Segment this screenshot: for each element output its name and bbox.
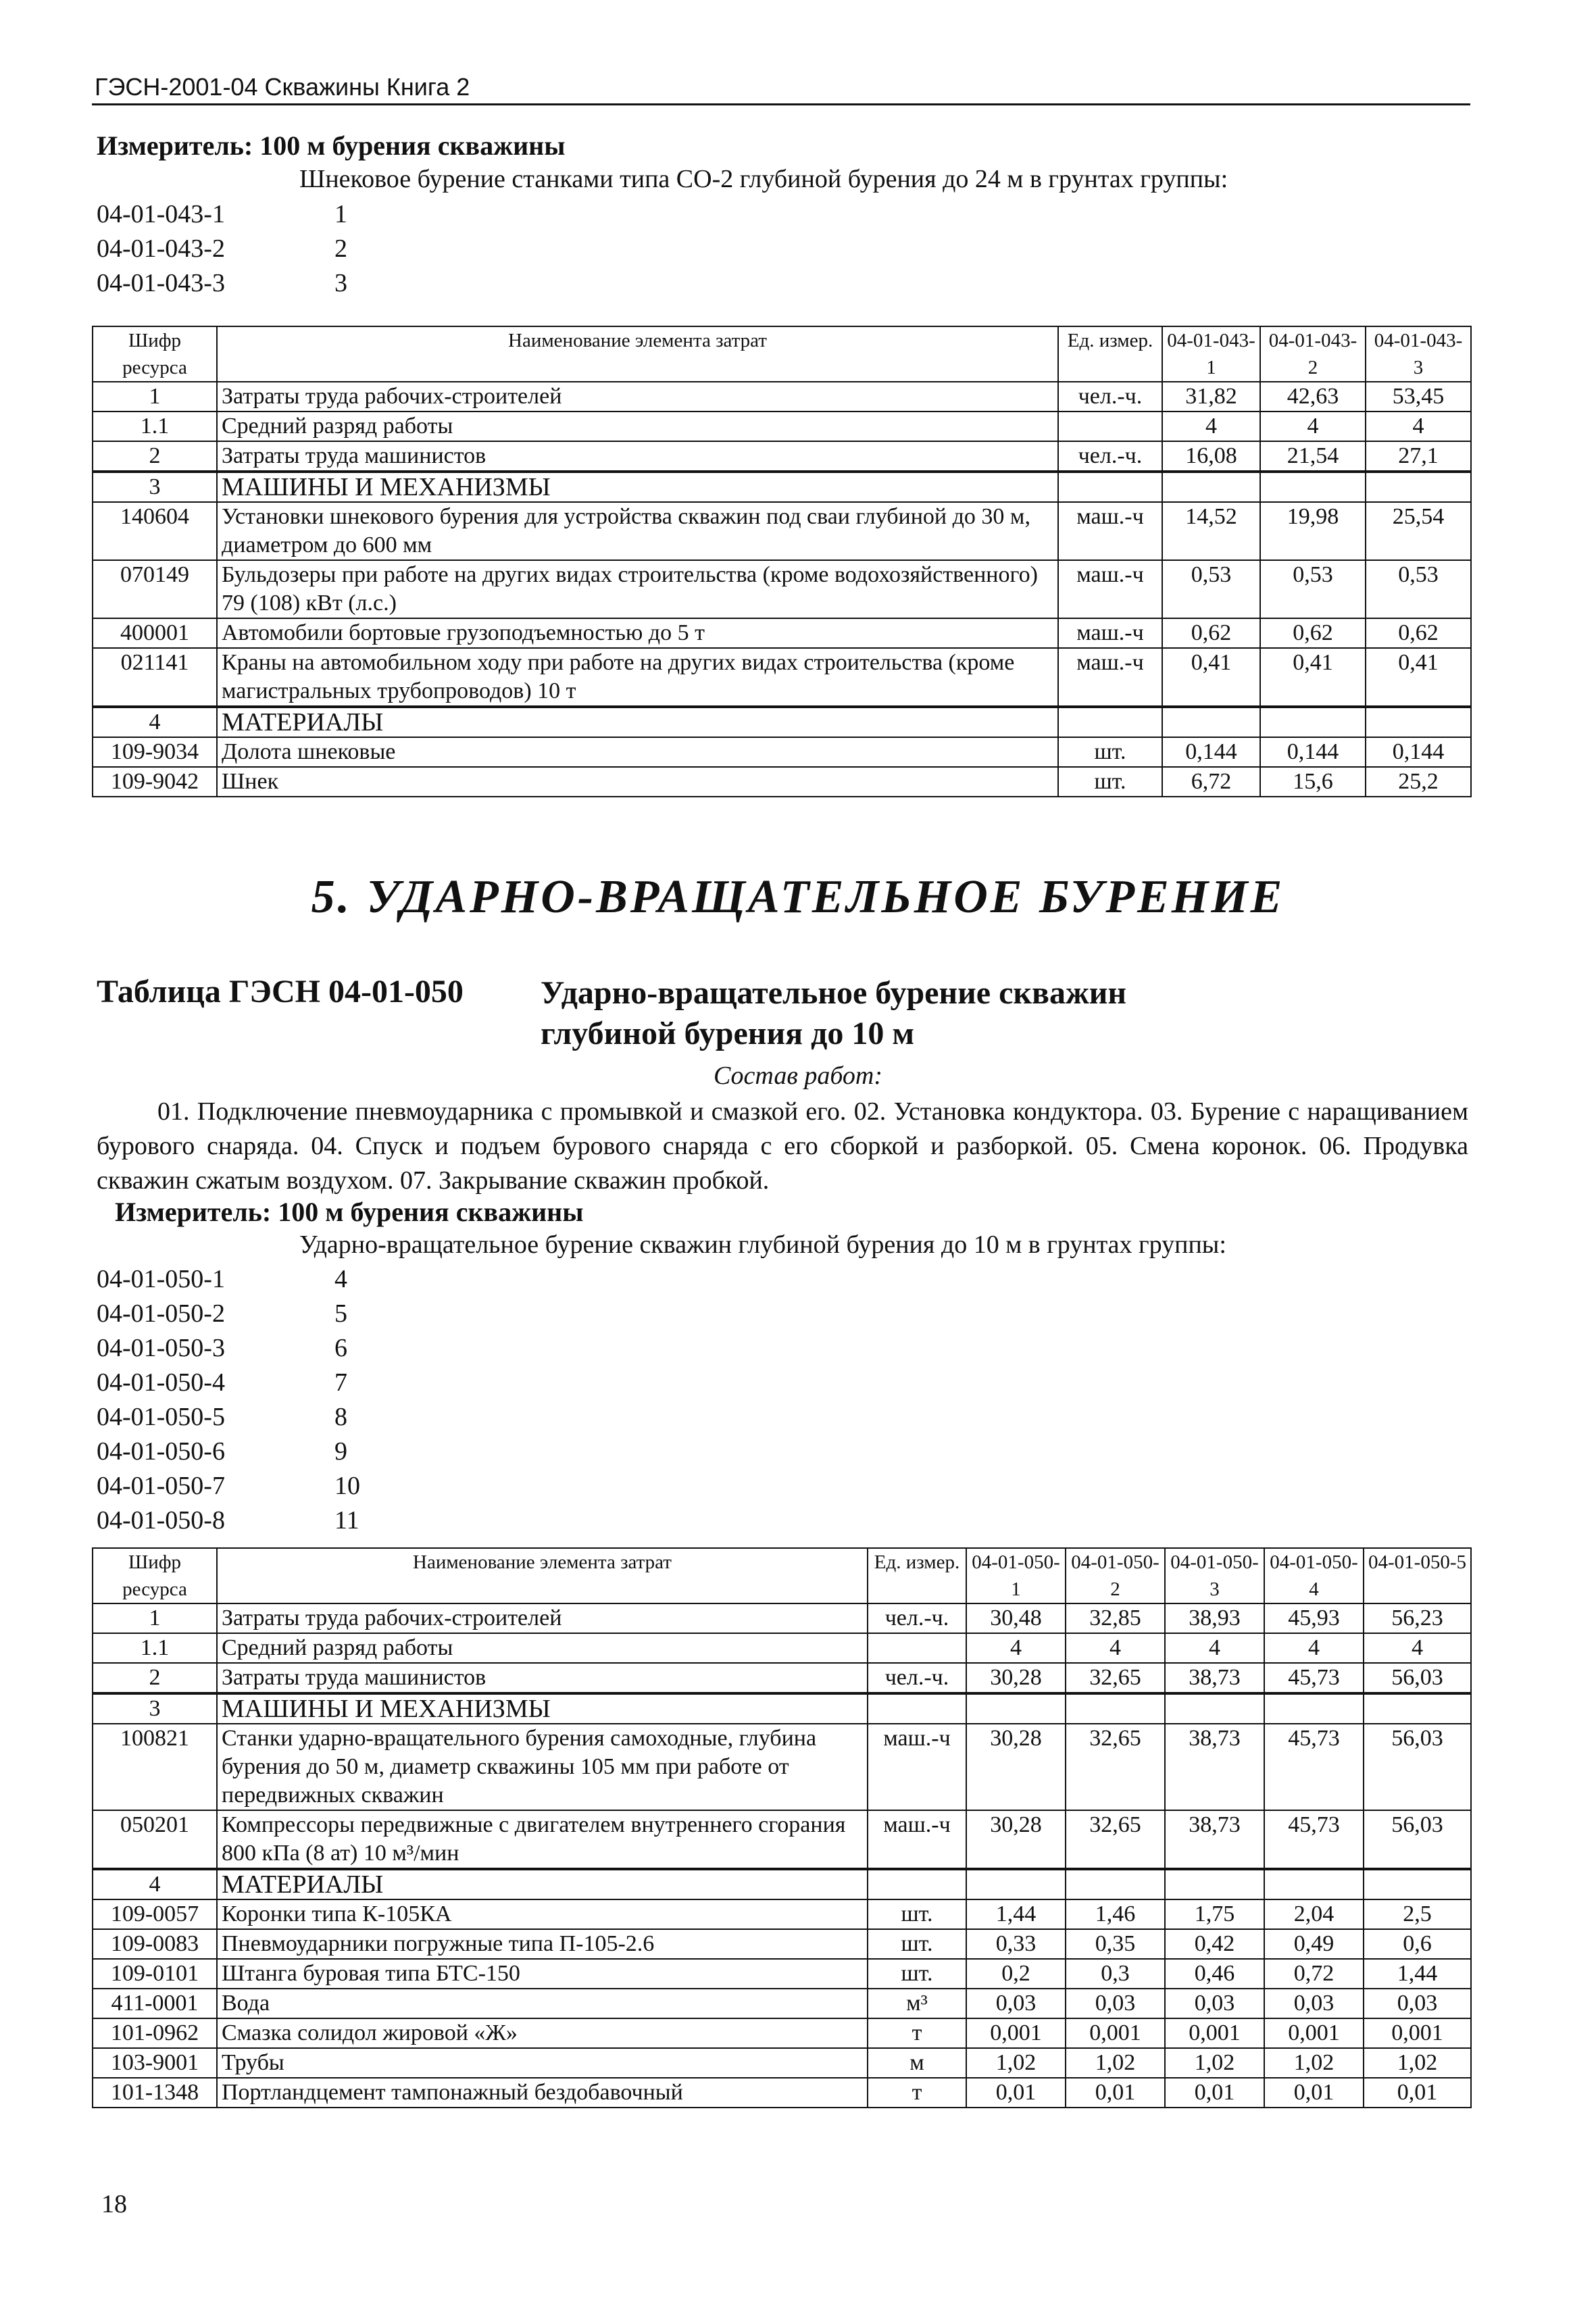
resource-code: 4 — [93, 707, 217, 737]
header-code: Шифр ресурса — [93, 326, 217, 382]
value-cell: 0,001 — [1264, 2018, 1364, 2048]
value-cell: 0,03 — [1264, 1989, 1364, 2018]
value-cell: 0,41 — [1260, 648, 1366, 707]
value-cell: 0,001 — [1066, 2018, 1165, 2048]
value-cell: 14,52 — [1162, 502, 1260, 560]
resource-name: Коронки типа К-105КА — [217, 1899, 868, 1929]
value-cell: 25,54 — [1366, 502, 1471, 560]
value-cell: 0,62 — [1260, 618, 1366, 648]
soil-group: 9 — [334, 1437, 347, 1466]
value-cell: 0,46 — [1165, 1959, 1264, 1989]
resource-name: МАТЕРИАЛЫ — [217, 707, 1058, 737]
table-row — [93, 382, 1471, 412]
value-cell: 0,03 — [1066, 1989, 1165, 2018]
resource-code: 3 — [93, 1693, 217, 1724]
work-composition-label: Состав работ: — [713, 1062, 883, 1090]
code-row — [97, 1366, 360, 1400]
section-row — [93, 1693, 1471, 1724]
value-cell — [1162, 707, 1260, 737]
code-number: 04-01-050-8 — [97, 1506, 225, 1535]
value-cell: 0,72 — [1264, 1959, 1364, 1989]
value-cell: 0,144 — [1366, 737, 1471, 767]
table-row — [93, 560, 1471, 618]
header-col-5: 04-01-050-5 — [1364, 1548, 1471, 1603]
table-row — [93, 1959, 1471, 1989]
resource-code: 2 — [93, 1663, 217, 1693]
value-cell: 32,65 — [1066, 1663, 1165, 1693]
resource-name: Установки шнекового бурения для устройства скважин под сваи глубиной до 30 м, диаметром до 600 мм — [217, 502, 1058, 560]
resource-code: 050201 — [93, 1810, 217, 1869]
header-col-2: 04-01-050-2 — [1066, 1548, 1165, 1603]
unit: маш.-ч — [1058, 648, 1162, 707]
code-list-2 — [97, 1262, 360, 1538]
resource-name: Средний разряд работы — [217, 1633, 868, 1663]
unit: шт. — [868, 1959, 966, 1989]
value-cell: 0,2 — [966, 1959, 1066, 1989]
resource-code: 4 — [93, 1869, 217, 1899]
value-cell: 0,001 — [1364, 2018, 1471, 2048]
resource-name: Пневмоударники погружные типа П-105-2.6 — [217, 1929, 868, 1959]
value-cell: 42,63 — [1260, 382, 1366, 412]
value-cell — [1364, 1869, 1471, 1899]
value-cell: 56,03 — [1364, 1724, 1471, 1810]
code-number: 04-01-050-4 — [97, 1368, 225, 1397]
header-rule — [92, 103, 1470, 105]
resource-name: Затраты труда рабочих-строителей — [217, 382, 1058, 412]
value-cell — [1260, 472, 1366, 502]
unit: шт. — [1058, 767, 1162, 797]
resource-name: Затраты труда рабочих-строителей — [217, 1603, 868, 1633]
soil-group: 11 — [334, 1506, 359, 1535]
value-cell: 0,01 — [1165, 2078, 1264, 2108]
resource-name: Средний разряд работы — [217, 412, 1058, 441]
resource-code: 109-0101 — [93, 1959, 217, 1989]
value-cell: 1,46 — [1066, 1899, 1165, 1929]
resource-code: 140604 — [93, 502, 217, 560]
value-cell: 38,73 — [1165, 1724, 1264, 1810]
value-cell: 0,49 — [1264, 1929, 1364, 1959]
value-cell: 0,53 — [1366, 560, 1471, 618]
header-unit: Ед. измер. — [868, 1548, 966, 1603]
resource-code: 400001 — [93, 618, 217, 648]
value-cell: 0,53 — [1162, 560, 1260, 618]
table-title-line-2: глубиной бурения до 10 м — [541, 1016, 915, 1051]
value-cell: 21,54 — [1260, 441, 1366, 472]
value-cell — [1264, 1869, 1364, 1899]
table-row — [93, 737, 1471, 767]
resource-code: 101-0962 — [93, 2018, 217, 2048]
value-cell: 0,6 — [1364, 1929, 1471, 1959]
resource-code: 1.1 — [93, 1633, 217, 1663]
resource-code: 109-9034 — [93, 737, 217, 767]
code-row — [97, 197, 347, 232]
value-cell: 0,03 — [966, 1989, 1066, 2018]
resource-table-2 — [92, 1547, 1472, 2108]
work-description-1: Шнековое бурение станками типа СО-2 глубиной бурения до 24 м в грунтах группы: — [299, 165, 1228, 193]
code-row — [97, 1400, 360, 1435]
page-number: 18 — [101, 2190, 127, 2218]
value-cell: 56,23 — [1364, 1603, 1471, 1633]
value-cell: 45,93 — [1264, 1603, 1364, 1633]
value-cell: 0,41 — [1366, 648, 1471, 707]
value-cell: 4 — [966, 1633, 1066, 1663]
value-cell: 0,01 — [1364, 2078, 1471, 2108]
header-col-3: 04-01-050-3 — [1165, 1548, 1264, 1603]
soil-group: 6 — [334, 1334, 347, 1362]
unit: м — [868, 2048, 966, 2078]
table-row — [93, 441, 1471, 472]
unit: шт. — [868, 1899, 966, 1929]
code-row — [97, 1262, 360, 1297]
unit — [868, 1633, 966, 1663]
unit — [868, 1869, 966, 1899]
value-cell: 1,44 — [1364, 1959, 1471, 1989]
measure-label-1: Измеритель: 100 м бурения скважины — [97, 130, 566, 161]
work-description-2: Ударно-вращательное бурение скважин глубиной бурения до 10 м в грунтах группы: — [299, 1230, 1226, 1259]
resource-code: 109-9042 — [93, 767, 217, 797]
resource-code: 070149 — [93, 560, 217, 618]
resource-code: 1 — [93, 382, 217, 412]
value-cell: 30,28 — [966, 1810, 1066, 1869]
header-col-3: 04-01-043-3 — [1366, 326, 1471, 382]
resource-name: МАШИНЫ И МЕХАНИЗМЫ — [217, 1693, 868, 1724]
table-row — [93, 2078, 1471, 2108]
table-title-line-1: Ударно-вращательное бурение скважин — [541, 975, 1127, 1011]
code-row — [97, 1503, 360, 1538]
table-row — [93, 412, 1471, 441]
value-cell: 1,02 — [1264, 2048, 1364, 2078]
resource-table-1 — [92, 326, 1472, 797]
header-name: Наименование элемента затрат — [217, 326, 1058, 382]
value-cell: 32,65 — [1066, 1810, 1165, 1869]
soil-group: 3 — [334, 269, 347, 297]
table-row — [93, 1810, 1471, 1869]
table-title — [541, 973, 1126, 1054]
code-number: 04-01-050-7 — [97, 1472, 225, 1500]
header-col-1: 04-01-050-1 — [966, 1548, 1066, 1603]
value-cell: 4 — [1165, 1633, 1264, 1663]
resource-name: Затраты труда машинистов — [217, 441, 1058, 472]
value-cell: 0,62 — [1366, 618, 1471, 648]
table-row — [93, 2048, 1471, 2078]
header-col-2: 04-01-043-2 — [1260, 326, 1366, 382]
resource-code: 109-0083 — [93, 1929, 217, 1959]
code-row — [97, 1297, 360, 1331]
unit: т — [868, 2018, 966, 2048]
unit: чел.-ч. — [1058, 441, 1162, 472]
header-code: Шифр ресурса — [93, 1548, 217, 1603]
value-cell — [1364, 1693, 1471, 1724]
value-cell: 15,6 — [1260, 767, 1366, 797]
header-name: Наименование элемента затрат — [217, 1548, 868, 1603]
value-cell — [1260, 707, 1366, 737]
resource-name: Вода — [217, 1989, 868, 2018]
value-cell: 2,5 — [1364, 1899, 1471, 1929]
soil-group: 7 — [334, 1368, 347, 1397]
value-cell: 0,53 — [1260, 560, 1366, 618]
value-cell: 45,73 — [1264, 1724, 1364, 1810]
value-cell: 27,1 — [1366, 441, 1471, 472]
value-cell: 0,03 — [1364, 1989, 1471, 2018]
value-cell: 4 — [1366, 412, 1471, 441]
code-row — [97, 1469, 360, 1503]
value-cell: 0,001 — [966, 2018, 1066, 2048]
value-cell: 1,44 — [966, 1899, 1066, 1929]
code-number: 04-01-050-2 — [97, 1299, 225, 1328]
unit: чел.-ч. — [868, 1663, 966, 1693]
resource-code: 2 — [93, 441, 217, 472]
value-cell: 31,82 — [1162, 382, 1260, 412]
resource-name: Компрессоры передвижные с двигателем внутреннего сгорания 800 кПа (8 ат) 10 м³/мин — [217, 1810, 868, 1869]
value-cell: 45,73 — [1264, 1663, 1364, 1693]
table-title-label: Таблица ГЭСН 04-01-050 — [97, 974, 464, 1010]
resource-code: 100821 — [93, 1724, 217, 1810]
resource-name: Смазка солидол жировой «Ж» — [217, 2018, 868, 2048]
unit: чел.-ч. — [868, 1603, 966, 1633]
value-cell — [966, 1693, 1066, 1724]
code-row — [97, 1435, 360, 1469]
unit: шт. — [1058, 737, 1162, 767]
value-cell — [1165, 1693, 1264, 1724]
value-cell: 56,03 — [1364, 1810, 1471, 1869]
resource-name: Штанга буровая типа БТС-150 — [217, 1959, 868, 1989]
value-cell: 19,98 — [1260, 502, 1366, 560]
soil-group: 1 — [334, 200, 347, 228]
value-cell: 4 — [1066, 1633, 1165, 1663]
resource-code: 3 — [93, 472, 217, 502]
value-cell — [1066, 1693, 1165, 1724]
unit: маш.-ч — [868, 1810, 966, 1869]
value-cell: 1,75 — [1165, 1899, 1264, 1929]
code-number: 04-01-043-1 — [97, 200, 225, 228]
value-cell: 0,42 — [1165, 1929, 1264, 1959]
soil-group: 8 — [334, 1403, 347, 1431]
unit: маш.-ч — [868, 1724, 966, 1810]
unit — [1058, 472, 1162, 502]
resource-name: Долота шнековые — [217, 737, 1058, 767]
resource-name: Станки ударно-вращательного бурения самоходные, глубина бурения до 50 м, диаметр скважины 105 мм при работе от передвижных скважин — [217, 1724, 868, 1810]
unit: чел.-ч. — [1058, 382, 1162, 412]
soil-group: 5 — [334, 1299, 347, 1328]
value-cell — [1366, 707, 1471, 737]
resource-name: Затраты труда машинистов — [217, 1663, 868, 1693]
value-cell — [1162, 472, 1260, 502]
table-row — [93, 1663, 1471, 1693]
resource-name: Краны на автомобильном ходу при работе на других видах строительства (кроме магистральных трубопроводов) 10 т — [217, 648, 1058, 707]
resource-code: 103-9001 — [93, 2048, 217, 2078]
value-cell: 32,65 — [1066, 1724, 1165, 1810]
resource-name: Бульдозеры при работе на других видах строительства (кроме водохозяйственного) 79 (108) кВт (л.с.) — [217, 560, 1058, 618]
value-cell: 1,02 — [1165, 2048, 1264, 2078]
value-cell: 0,001 — [1165, 2018, 1264, 2048]
unit — [1058, 412, 1162, 441]
resource-code: 1 — [93, 1603, 217, 1633]
value-cell: 0,144 — [1260, 737, 1366, 767]
header-col-1: 04-01-043-1 — [1162, 326, 1260, 382]
table-row — [93, 1929, 1471, 1959]
code-number: 04-01-050-6 — [97, 1437, 225, 1466]
value-cell: 56,03 — [1364, 1663, 1471, 1693]
table-row — [93, 1603, 1471, 1633]
unit: м³ — [868, 1989, 966, 2018]
value-cell: 6,72 — [1162, 767, 1260, 797]
value-cell: 0,03 — [1165, 1989, 1264, 2018]
work-composition-text — [97, 1095, 1468, 1198]
code-number: 04-01-050-3 — [97, 1334, 225, 1362]
soil-group: 4 — [334, 1265, 347, 1293]
value-cell: 38,73 — [1165, 1663, 1264, 1693]
value-cell — [1066, 1869, 1165, 1899]
code-row — [97, 266, 347, 301]
table-row — [93, 648, 1471, 707]
value-cell — [1264, 1693, 1364, 1724]
value-cell: 32,85 — [1066, 1603, 1165, 1633]
value-cell: 1,02 — [1066, 2048, 1165, 2078]
resource-name: Шнек — [217, 767, 1058, 797]
resource-name: Автомобили бортовые грузоподъемностью до 5 т — [217, 618, 1058, 648]
value-cell: 0,62 — [1162, 618, 1260, 648]
value-cell: 0,144 — [1162, 737, 1260, 767]
section-row — [93, 1869, 1471, 1899]
unit: маш.-ч — [1058, 618, 1162, 648]
table-row — [93, 1724, 1471, 1810]
value-cell: 30,48 — [966, 1603, 1066, 1633]
value-cell: 0,01 — [1066, 2078, 1165, 2108]
header-unit: Ед. измер. — [1058, 326, 1162, 382]
measure-label-2: Измеритель: 100 м бурения скважины — [115, 1197, 584, 1227]
resource-code: 411-0001 — [93, 1989, 217, 2018]
code-number: 04-01-043-3 — [97, 269, 225, 297]
table-row — [93, 618, 1471, 648]
unit: т — [868, 2078, 966, 2108]
value-cell: 4 — [1364, 1633, 1471, 1663]
value-cell: 30,28 — [966, 1724, 1066, 1810]
value-cell: 38,73 — [1165, 1810, 1264, 1869]
resource-name: Трубы — [217, 2048, 868, 2078]
value-cell — [1165, 1869, 1264, 1899]
resource-code: 101-1348 — [93, 2078, 217, 2108]
value-cell: 25,2 — [1366, 767, 1471, 797]
value-cell: 4 — [1260, 412, 1366, 441]
value-cell: 1,02 — [1364, 2048, 1471, 2078]
table-row — [93, 2018, 1471, 2048]
header-col-4: 04-01-050-4 — [1264, 1548, 1364, 1603]
value-cell: 16,08 — [1162, 441, 1260, 472]
section-row — [93, 707, 1471, 737]
value-cell — [966, 1869, 1066, 1899]
unit: маш.-ч — [1058, 560, 1162, 618]
code-number: 04-01-043-2 — [97, 234, 225, 263]
resource-name: МАШИНЫ И МЕХАНИЗМЫ — [217, 472, 1058, 502]
resource-code: 1.1 — [93, 412, 217, 441]
value-cell: 0,33 — [966, 1929, 1066, 1959]
value-cell: 0,41 — [1162, 648, 1260, 707]
value-cell: 0,35 — [1066, 1929, 1165, 1959]
unit: шт. — [868, 1929, 966, 1959]
value-cell: 0,01 — [966, 2078, 1066, 2108]
table-row — [93, 1989, 1471, 2018]
value-cell: 2,04 — [1264, 1899, 1364, 1929]
value-cell — [1366, 472, 1471, 502]
section-row — [93, 472, 1471, 502]
table-row — [93, 1633, 1471, 1663]
value-cell: 38,93 — [1165, 1603, 1264, 1633]
running-header: ГЭСН-2001-04 Скважины Книга 2 — [95, 73, 470, 101]
work-composition-paragraph: 01. Подключение пневмоударника с промывкой и смазкой его. 02. Установка кондуктора. 03. Бурение с наращиванием бурового снаряда. 04. Спуск и подъем бурового снаряда с его сборкой и разборкой. 05. Смена коронок. 06. Продувка скважин сжатым воздухом. 07. Закрывание скважин пробкой. — [97, 1097, 1468, 1195]
code-row — [97, 232, 347, 266]
value-cell: 45,73 — [1264, 1810, 1364, 1869]
code-number: 04-01-050-5 — [97, 1403, 225, 1431]
code-list-1 — [97, 197, 347, 301]
code-row — [97, 1331, 360, 1366]
soil-group: 10 — [334, 1472, 360, 1500]
table-row — [93, 1899, 1471, 1929]
unit — [868, 1693, 966, 1724]
unit — [1058, 707, 1162, 737]
resource-name: МАТЕРИАЛЫ — [217, 1869, 868, 1899]
value-cell: 1,02 — [966, 2048, 1066, 2078]
value-cell: 0,3 — [1066, 1959, 1165, 1989]
resource-code: 021141 — [93, 648, 217, 707]
value-cell: 30,28 — [966, 1663, 1066, 1693]
section-title: 5. УДАРНО-ВРАЩАТЕЛЬНОЕ БУРЕНИЕ — [311, 871, 1285, 923]
table-row — [93, 767, 1471, 797]
value-cell: 4 — [1162, 412, 1260, 441]
value-cell: 0,01 — [1264, 2078, 1364, 2108]
code-number: 04-01-050-1 — [97, 1265, 225, 1293]
unit: маш.-ч — [1058, 502, 1162, 560]
soil-group: 2 — [334, 234, 347, 263]
value-cell: 4 — [1264, 1633, 1364, 1663]
resource-name: Портландцемент тампонажный бездобавочный — [217, 2078, 868, 2108]
resource-code: 109-0057 — [93, 1899, 217, 1929]
value-cell: 53,45 — [1366, 382, 1471, 412]
table-row — [93, 502, 1471, 560]
